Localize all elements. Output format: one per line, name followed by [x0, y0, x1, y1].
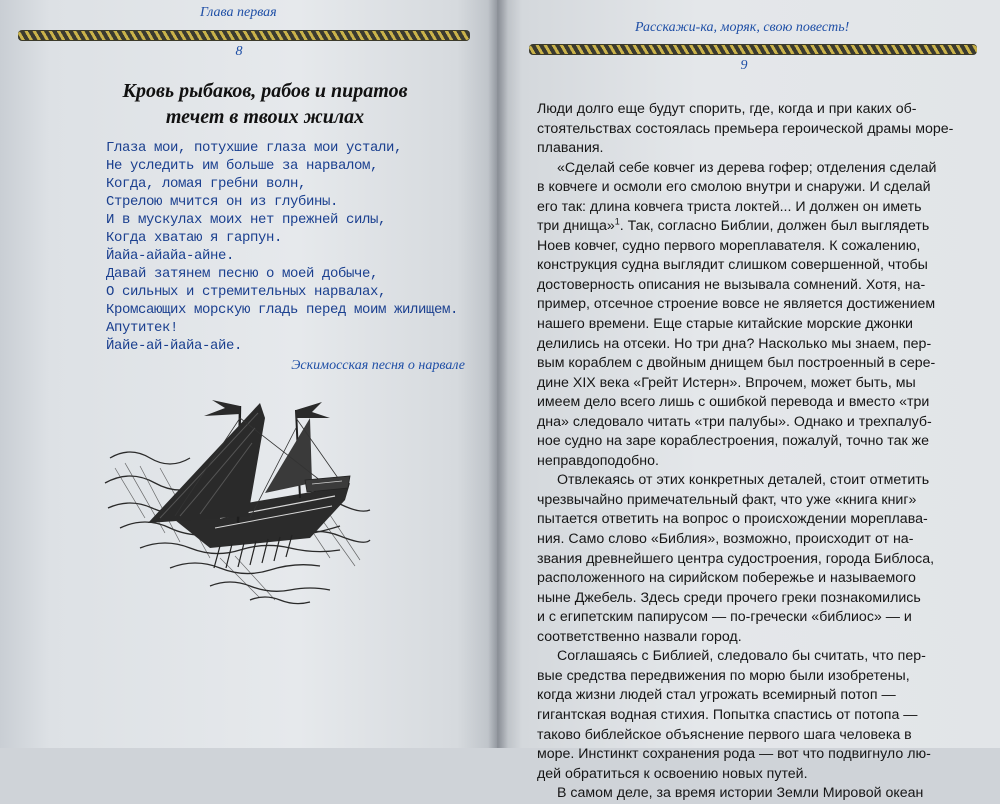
text-line: неправдоподобно.	[537, 452, 659, 469]
running-head-right: Расскажи-ка, моряк, свою повесть!	[635, 20, 850, 35]
text-line: Соглашаясь с Библией, следовало бы считать, что пер-	[557, 648, 926, 665]
text-line: достоверность описания не вызывала сомнений. Хотя, на-	[537, 276, 926, 293]
poem-line: И в мускулах моих нет прежней силы,	[106, 212, 387, 228]
text-line: море. Инстинкт сохранения рода — вот что подвигнуло лю-	[537, 746, 931, 763]
text-line-with-footnote	[537, 217, 965, 237]
running-head-left: Глава первая	[200, 5, 277, 20]
text-span: . Так, согласно Библии, должен был выглядеть	[619, 218, 930, 235]
poem-line: Стрелою мчится он из глубины.	[106, 194, 339, 210]
rope-divider-right	[529, 44, 977, 55]
text-line: расположенного на сирийском побережье и называемого	[537, 570, 916, 587]
poem-line: Йайа-айайа-айне.	[106, 248, 235, 264]
poem-line: Когда хватаю я гарпун.	[106, 230, 283, 246]
text-line: В самом деле, за время истории Земли Мировой океан	[557, 785, 924, 802]
text-line: таково библейское объяснение первого шага человека в	[537, 726, 912, 743]
text-line: его так: длина ковчега триста локтей... И должен он иметь	[537, 198, 922, 215]
text-line: Люди долго еще будут спорить, где, когда и при каких об-	[537, 101, 917, 117]
poem-line: О сильных и стремительных нарвалах,	[106, 284, 387, 300]
text-line: стоятельствах состоялась премьера героической драмы море-	[537, 120, 954, 137]
page-number-left: 8	[235, 44, 243, 59]
poem-line: Глаза мои, потухшие глаза мои устали,	[106, 140, 403, 156]
text-line: дей обратиться к освоению новых путей.	[537, 765, 808, 782]
text-line: вым кораблем с двойным днищем был построенный в сере-	[537, 355, 936, 372]
text-line: звания древнейшего центра судостроения, города Библоса,	[537, 550, 935, 567]
text-line: ния. Само слово «Библия», возможно, происходит от на-	[537, 531, 914, 548]
text-line: конструкция судна выглядит слишком совершенной, чтобы	[537, 257, 928, 274]
text-line: вые средства передвижения по морю были изобретены,	[537, 667, 910, 684]
footnote-mark: 1	[614, 216, 620, 227]
text-line: дна» следовало читать «три палубы». Однако и трехпалуб-	[537, 413, 932, 430]
text-line: в ковчеге и осмоли его смолою внутри и снаружи. И сделай	[537, 179, 931, 196]
text-line: плавания.	[537, 140, 604, 157]
text-line: ныне Джебель. Здесь среди прочего греки познакомились	[537, 589, 921, 606]
text-line: нашего времени. Еще старые китайские морские джонки	[537, 316, 913, 333]
poem-line: Давай затянем песню о моей добыче,	[106, 266, 379, 282]
text-line: делились на отсеки. Но три дна? Насколько мы знаем, пер-	[537, 335, 932, 352]
rope-divider-left	[18, 30, 470, 41]
text-line: пытается ответить на вопрос о происхождении мореплава-	[537, 511, 928, 528]
text-line: имеем дело всего лишь с ошибкой перевода и вместо «три	[537, 394, 930, 411]
text-line: чрезвычайно примечательный факт, что уже «книга книг»	[537, 491, 917, 508]
epigraph-poem	[106, 139, 466, 355]
text-span: три днища»	[537, 218, 615, 235]
book-gutter	[488, 0, 508, 748]
title-line-1: Кровь рыбаков, рабов и пиратов	[122, 80, 408, 102]
text-line: ное судно на заре кораблестроения, пожалуй, точно так же	[537, 433, 929, 450]
text-line: «Сделай себе ковчег из дерева гофер; отделения сделай	[557, 159, 937, 176]
body-text	[537, 100, 965, 804]
poem-line: Не уследить им больше за нарвалом,	[106, 158, 379, 174]
poem-line: Когда, ломая гребни волн,	[106, 176, 307, 192]
poem-line: Йайе-ай-йайа-айе.	[106, 338, 243, 354]
title-line-2: течет в твоих жилах	[165, 106, 365, 128]
chapter-title	[95, 78, 435, 130]
text-line: когда жизни людей стал угрожать всемирный потоп —	[537, 687, 896, 704]
text-line: пример, отсечное строение вовсе не является достижением	[537, 296, 936, 313]
epigraph-attribution: Эскимосская песня о нарвале	[291, 358, 465, 373]
poem-line: Апутитек!	[106, 320, 179, 336]
text-line: соответственно назвали город.	[537, 628, 742, 645]
text-line: Ноев ковчег, судно первого мореплавателя. К сожалению,	[537, 237, 921, 254]
page-number-right: 9	[740, 58, 748, 73]
sailing-ship-illustration	[100, 388, 380, 610]
text-line: и с египетским папирусом — по-гречески «библиос» — и	[537, 609, 912, 626]
text-line: гигантская водная стихия. Попытка спастись от потопа —	[537, 706, 918, 723]
poem-line: Кромсающих морскую гладь перед моим жилищем.	[106, 302, 459, 318]
left-page	[0, 0, 497, 748]
text-line: дине XIX века «Грейт Истерн». Впрочем, может быть, мы	[537, 374, 916, 391]
text-line: Отвлекаясь от этих конкретных деталей, стоит отметить	[557, 472, 930, 489]
